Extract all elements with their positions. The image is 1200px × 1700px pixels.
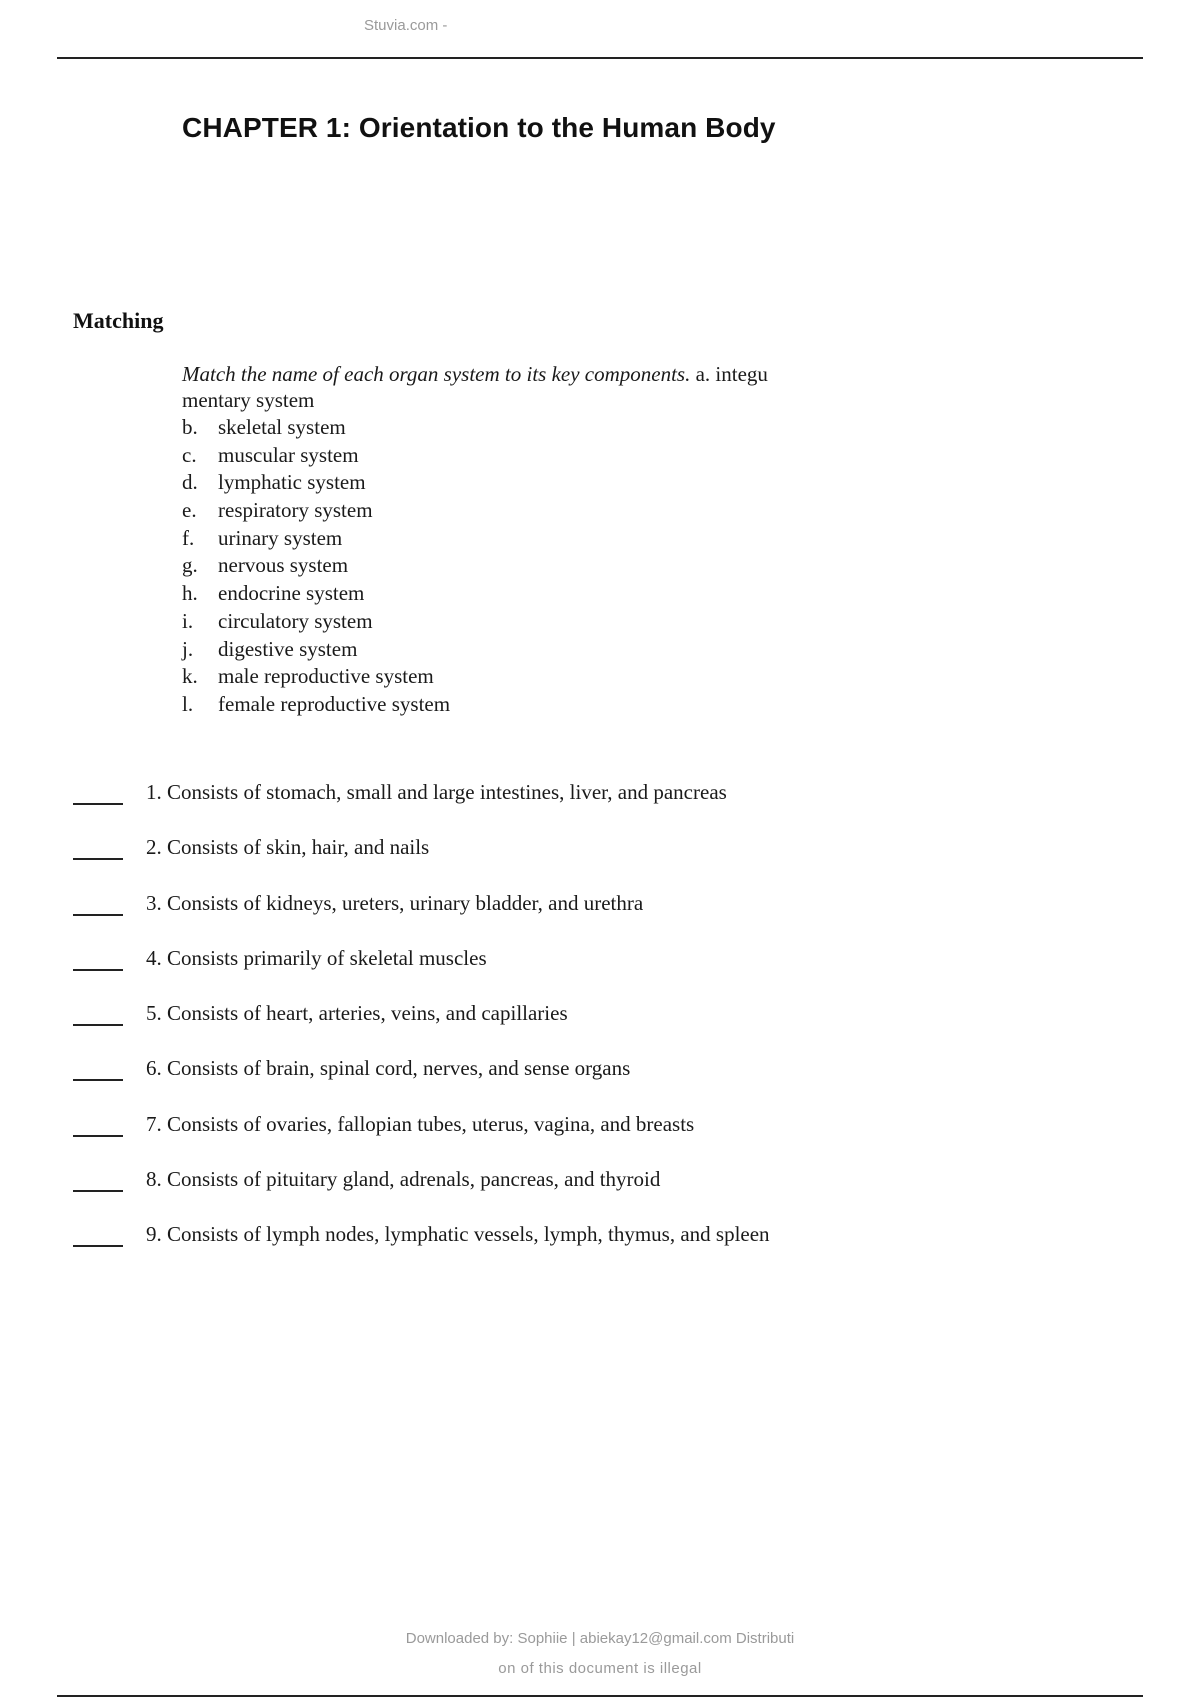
option-letter: j. (182, 636, 194, 661)
option-letter: f. (182, 525, 195, 550)
question-text: 1. Consists of stomach, small and large intestines, liver, and pancreas (146, 780, 727, 804)
answer-blank[interactable] (73, 858, 123, 860)
question-text: 6. Consists of brain, spinal cord, nerves, and sense organs (146, 1056, 631, 1081)
option-letter: c. (182, 442, 197, 467)
question-text: 7. Consists of ovaries, fallopian tubes, uterus, vagina, and breasts (146, 1111, 695, 1136)
option-item (182, 552, 450, 580)
option-list (182, 414, 450, 719)
question-text: 2. Consists of skin, hair, and nails (146, 835, 430, 860)
option-item (182, 636, 450, 664)
footer-download-notice: Downloaded by: Sophiie | abiekay12@gmail.com Distributi (405, 1630, 795, 1647)
instructions-option-a: a. integu mentary system (182, 362, 768, 412)
answer-blank[interactable] (73, 1245, 123, 1247)
option-item (182, 469, 450, 497)
option-label: respiratory system (218, 498, 373, 523)
instructions-italic: Match the name of each organ system to its key components. (182, 362, 691, 386)
question-text: 5. Consists of heart, arteries, veins, and capillaries (146, 1001, 568, 1026)
answer-blank[interactable] (73, 1190, 123, 1192)
option-item (182, 663, 450, 691)
option-letter: e. (182, 498, 197, 523)
instructions (182, 361, 822, 413)
option-label: lymphatic system (218, 470, 366, 495)
option-letter: k. (182, 664, 198, 689)
question-text: 3. Consists of kidneys, ureters, urinary bladder, and urethra (146, 890, 644, 915)
question-text: 4. Consists primarily of skeletal muscles (146, 945, 487, 970)
chapter-title: CHAPTER 1: Orientation to the Human Body (182, 112, 776, 143)
answer-blank[interactable] (73, 1024, 123, 1026)
option-letter: d. (182, 470, 198, 495)
option-letter: h. (182, 581, 198, 606)
option-label: skeletal system (218, 415, 346, 439)
option-item (182, 414, 450, 442)
option-label: male reproductive system (218, 664, 434, 689)
option-item (182, 580, 450, 608)
option-item (182, 442, 450, 470)
option-letter: i. (182, 608, 194, 633)
question-text: 8. Consists of pituitary gland, adrenals, pancreas, and thyroid (146, 1167, 661, 1192)
option-label: muscular system (218, 442, 359, 467)
option-item (182, 497, 450, 525)
question-text: 9. Consists of lymph nodes, lymphatic vessels, lymph, thymus, and spleen (146, 1222, 770, 1247)
option-label: endocrine system (218, 581, 365, 606)
option-label: female reproductive system (218, 691, 451, 716)
option-item (182, 525, 450, 553)
option-item (182, 691, 450, 719)
section-heading: Matching (73, 308, 164, 333)
option-label: circulatory system (218, 608, 373, 633)
site-header: Stuvia.com - (364, 17, 448, 34)
answer-blank[interactable] (73, 1135, 123, 1137)
option-letter: b. (182, 415, 198, 439)
option-letter: g. (182, 553, 198, 578)
top-divider (57, 57, 1143, 59)
option-label: urinary system (218, 525, 343, 550)
option-label: digestive system (218, 636, 358, 661)
option-letter: l. (182, 691, 194, 716)
footer-distribution-notice: on of this document is illegal (498, 1660, 702, 1677)
bottom-divider (57, 1695, 1143, 1697)
answer-blank[interactable] (73, 1079, 123, 1081)
answer-blank[interactable] (73, 803, 123, 805)
option-label: nervous system (218, 553, 349, 578)
answer-blank[interactable] (73, 969, 123, 971)
option-item (182, 608, 450, 636)
answer-blank[interactable] (73, 914, 123, 916)
